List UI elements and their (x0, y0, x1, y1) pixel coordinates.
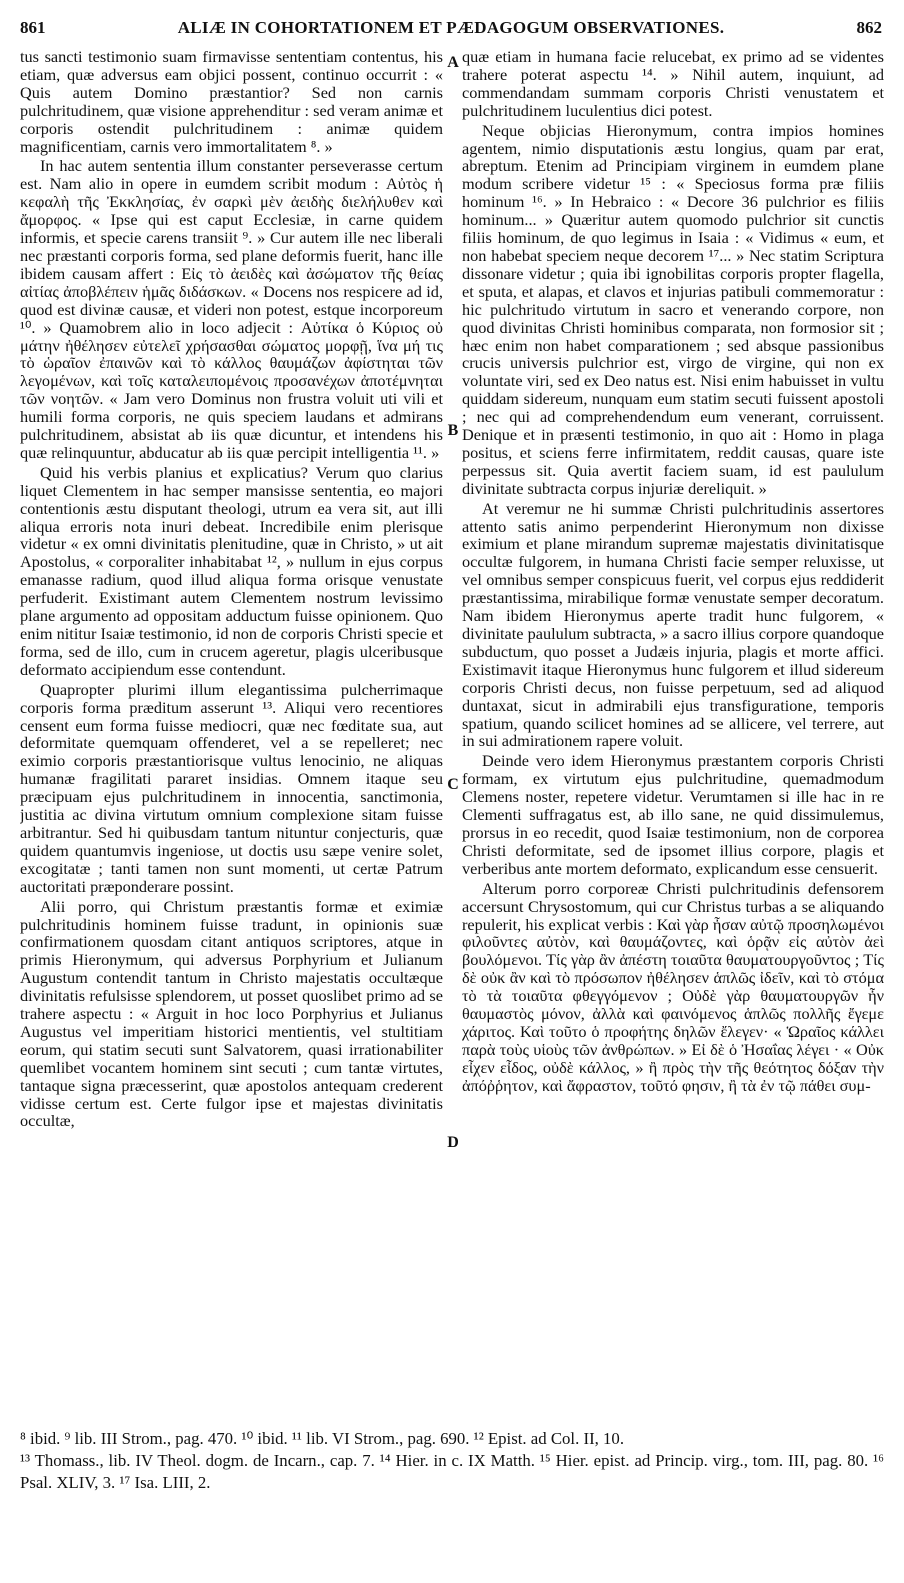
paragraph: tus sancti testimonio suam firmavisse sententiam contentus, his etiam, quæ adversus eam objici possent, continuo occurrit : « Quis autem Domino præstantior? Sed non carnis pulchritudinem, quæ visione apprehenditur : sed veram animæ et corporis ostendit pulchritudinem : animæ quidem magnificentiam, carnis vero immortalitatem ⁸. » (20, 48, 443, 156)
page-number-right: 862 (856, 18, 882, 37)
paragraph: Quid his verbis planius et explicatius? Verum quo clarius liquet Clementem in hac semper mansisse sententia, eo majori contentionis æstu disputant theologi, utrum ea vera sit, aut illi aliqua erroris nota inuri debeat. Incredibile enim plerisque videtur « ex omni divinitatis plenitudine, quæ in Christo, » ut ait Apostolus, « corporaliter inhabitabat ¹², » nullum in ejus corpus emanasse radium, quod illud aliqua forma orisque venustate perfuderit. Existimant autem Clementem nostrum levissimo plane argumento ad oppositam adductum fuisse opinionem. Quo enim nititur Isaiæ testimonio, id non de corporis Christi specie et forma, sed de illo, cum in crucem ageretur, plagis ulceribusque deformato accipiendum esse contendunt. (20, 462, 443, 679)
paragraph: At veremur ne hi summæ Christi pulchritudinis assertores attento satis animo perpenderint Hieronymum non dixisse eximium et plane mirandum supremæ majestatis divinitatisque occultæ fulgorem, in humana Christi facie semper reluxisse, ut vel omnibus semper conspicuus fuerit, vel corpus ejus reddiderit præstantissima, mirabilique formæ venustate semper decoratum. Nam ibidem Hieronymus aperte tradit hunc fulgorem, « divinitate paululum subtracta, » a sacro illius corpore quandoque subductum, quo posset a Judæis injuria, plagis et morte affici. Existimavit itaque Hieronymus hunc fulgorem et illud sidereum corporis Christi decus, non fuisse perpetuum, sed ad aliquod duntaxat, sicut in admirabili ejus transfiguratione, temporis spatium, quando scilicet homines ad se allicere, vel terrere, aut in sui admirationem rapere voluit. (462, 498, 884, 751)
paragraph: Alterum porro corporeæ Christi pulchritudinis defensorem accersunt Chrysostomum, qui cur Christus turbas a se aliquando repulerit, his explicat verbis : Καὶ γὰρ ἦσαν αὐτῷ προσηλωμένοι φιλοῦντες αὐτὸν, καὶ θαυμάζοντες, καὶ ὁρᾷν εἰς αὐτὸν ἀεὶ βουλόμενοι. Τίς γὰρ ἂν ἀπέστη τοιαῦτα θαυματουργοῦντος ; Τίς δὲ οὐκ ἂν καὶ τὸ πρόσωπον ἠθέλησεν ἁπλῶς ἰδεῖν, καὶ τὸ στόμα τὸ τὰ τοιαῦτα φθεγγόμενον ; Οὐδὲ γὰρ θαυματουργῶν ἦν θαυμαστὸς μόνον, ἀλλὰ καὶ φαινόμενος ἁπλῶς πολλῆς ἔγεμε χάριτος. Καὶ τοῦτο ὁ προφήτης δηλῶν ἔλεγεν· « Ὡραῖος κάλλει παρὰ τοὺς υἱοὺς τῶν ἀνθρώπων. » Εἰ δὲ ὁ Ἠσαΐας λέγει · « Οὐκ εἶχεν εἶδος, οὐδὲ κάλλος, » ἢ πρὸς τὴν τῆς θεότητος δόξαν τὴν ἀπόῤῥητον, καὶ ἄφραστον, τοῦτό φησιν, ἢ τὰ ἐν τῷ πάθει συμ- (462, 878, 884, 1095)
page-number-left: 861 (20, 18, 46, 37)
footnote-line: ¹³ Thomass., lib. IV Theol. dogm. de Incarn., cap. 7. ¹⁴ Hier. in c. IX Matth. ¹⁵ Hier. epist. ad Princip. virg., tom. III, pag. 80. ¹⁶ Psal. XLIV, 3. ¹⁷ Isa. LIII, 2. (20, 1451, 884, 1492)
footnote-line: ⁸ ibid. ⁹ lib. III Strom., pag. 470. ¹⁰ ibid. ¹¹ lib. VI Strom., pag. 690. ¹² Epist. ad Col. II, 10. (20, 1429, 625, 1448)
margin-marker-c: C (447, 776, 459, 793)
left-column (20, 48, 443, 1373)
running-header (20, 18, 882, 44)
paragraph: quæ etiam in humana facie relucebat, ex primo ad se videntes trahere poterat aspectu ¹⁴. » Nihil autem, inquiunt, ad commendandam summam corporis Christi venustatem et pulchritudinem luculentius dici potest. (462, 48, 884, 120)
margin-marker-d: D (447, 1134, 459, 1151)
right-column (462, 48, 884, 1373)
running-title: ALIÆ IN COHORTATIONEM ET PÆDAGOGUM OBSERVATIONES. (177, 18, 725, 37)
margin-marker-b: B (447, 422, 459, 439)
paragraph: In hac autem sententia illum constanter perseverasse certum est. Nam alio in opere in eumdem scribit modum : Αὐτὸς ἡ κεφαλὴ τῆς Ἐκκλησίας, ἐν σαρκὶ μὲν ἀειδὴς διελήλυθεν καὶ ἄμορφος. « Ipse qui est caput Ecclesiæ, in carne quidem informis, et specie carens transiit ⁹. » Cur autem ille nec liberali nec præstanti corporis forma, sed plane deformis fuerit, hanc ille ibidem causam affert : Εἰς τὸ ἀειδὲς καὶ ἀσώματον τῆς θείας αἰτίας ἀποβλέπειν ἡμᾶς διδάσκων. « Docens nos respicere ad id, quod est divinæ causæ, et videri non potest, estque incorporeum ¹⁰. » Quamobrem alio in loco adjecit : Αὐτίκα ὁ Κύριος οὐ μάτην ἠθέλησεν εὐτελεῖ χρήσασθαι σώματος μορφῇ, ἵνα μή τις τὸ ὡραῖον ἐπαινῶν καὶ τὸ κάλλος θαυμάζων ἀφίστηται τῶν λεγομένων, καὶ τοῖς καταλειπομένοις προσανέχων ἀποτέμνηται τῶν νοητῶν. « Jam vero Dominus non frustra voluit uti vili et humili forma corporis, ne quis speciem laudans et admirans pulchritudinem, absistat ab iis quæ dicuntur, et intendens his quæ relinquuntur, abducatur ab iis quæ percipit intelligentia ¹¹. » (20, 156, 443, 462)
paragraph: Deinde vero idem Hieronymus præstantem corporis Christi formam, ex virtutum ejus pulchritudine, quemadmodum Clemens noster, repetere videtur. Verumtamen si ille hac in re Clementi suffragatus est, ab illo sane, ne quid dissimulemus, prorsus in eo recedit, quod Isaiæ testimonium, non de corporea Christi deformitate, sed de ipsomet illius corpore, plagis et verberibus ante mortem deformato, explicandum esse censuerit. (462, 751, 884, 878)
paragraph: Quapropter plurimi illum elegantissima pulcherrimaque corporis forma præditum asserunt ¹³. Aliqui vero recentiores censent eum forma fuisse mediocri, quæ nec fœditate sua, aut deformitate quemquam offenderet, vel a se repelleret; nec eximio corporis præstantiorisque vultus lenocinio, ne aliquas humanæ fragilitati pararet insidias. Omnem itaque seu præcipuam ejus pulchritudinem in innocentia, sanctimonia, justitia ac divina virtutum omnium complexione sitam fuisse arbitrantur. Sed hi quibusdam tantum nituntur conjecturis, quæ quidem quantumvis ingeniose, ut doctis usu sæpe venire solet, excogitatæ ; tanti tamen non sunt momenti, ut certæ Patrum auctoritati præponderare possint. (20, 679, 443, 896)
margin-marker-a: A (447, 54, 459, 71)
footnotes (20, 1428, 884, 1494)
paragraph: Alii porro, qui Christum præstantis formæ et eximiæ pulchritudinis hominem fuisse tradunt, in opinionis suæ confirmationem quosdam citant antiquos scriptores, atque in primis Hieronymum, qui adversus Porphyrium et Julianum Augustum contendit tantum in Christo majestatis occultæque divinitatis refulsisse splendorem, ut posset quoslibet primo ad se trahere aspectu : « Arguit in hoc loco Porphyrius et Julianus Augustus vel imperitiam historici mentientis, vel stultitiam eorum, qui statim secuti sunt Salvatorem, quasi irrationabiliter quemlibet vocantem hominem sint secuti ; cum tantæ virtutes, tantaque signa præcesserint, quæ apostolos antequam crederent vidisse certum est. Certe fulgor ipse et majestas divinitatis occultæ, (20, 896, 443, 1131)
paragraph: Neque objicias Hieronymum, contra impios homines agentem, nimio disputationis æstu longius, quam par erat, abreptum. Etenim ad Principiam virginem in eumdem plane modum scribere videtur ¹⁵ : « Speciosus forma præ filiis hominum ¹⁶. » In Hebraico : « Decore 36 pulchrior es filiis hominum... » Quæritur autem quomodo pulchrior sit cunctis filiis hominum, de quo legimus in Isaia : « Vidimus « eum, et non habebat speciem neque decorem ¹⁷... » Nec statim Scriptura dissonare videtur ; quia ibi ignobilitas corporis propter flagella, et sputa, et alapas, et clavos et injurias patibuli commemoratur : hic pulchritudo virtutum in sacro et venerando corpore, non quod divinitas Christi hominibus comparata, non formosior sit ; hæc enim non habet comparationem ; sed absque passionibus crucis universis pulchrior est, virgo de virgine, qui non ex voluntate viri, sed ex Deo natus est. Nisi enim habuisset in vultu quiddam sidereum, nunquam eum statim secuti fuissent apostoli ; nec qui ad comprehendendum eum venerant, corruissent. Denique et in præsenti testimonio, in quo ait : Homo in plaga positus, et sciens ferre infirmitatem, reddit causas, quare iste perpessus sit. Quia avertit faciem suam, id est paululum divinitate subtracta corpus injuriæ dereliquit. » (462, 120, 884, 498)
